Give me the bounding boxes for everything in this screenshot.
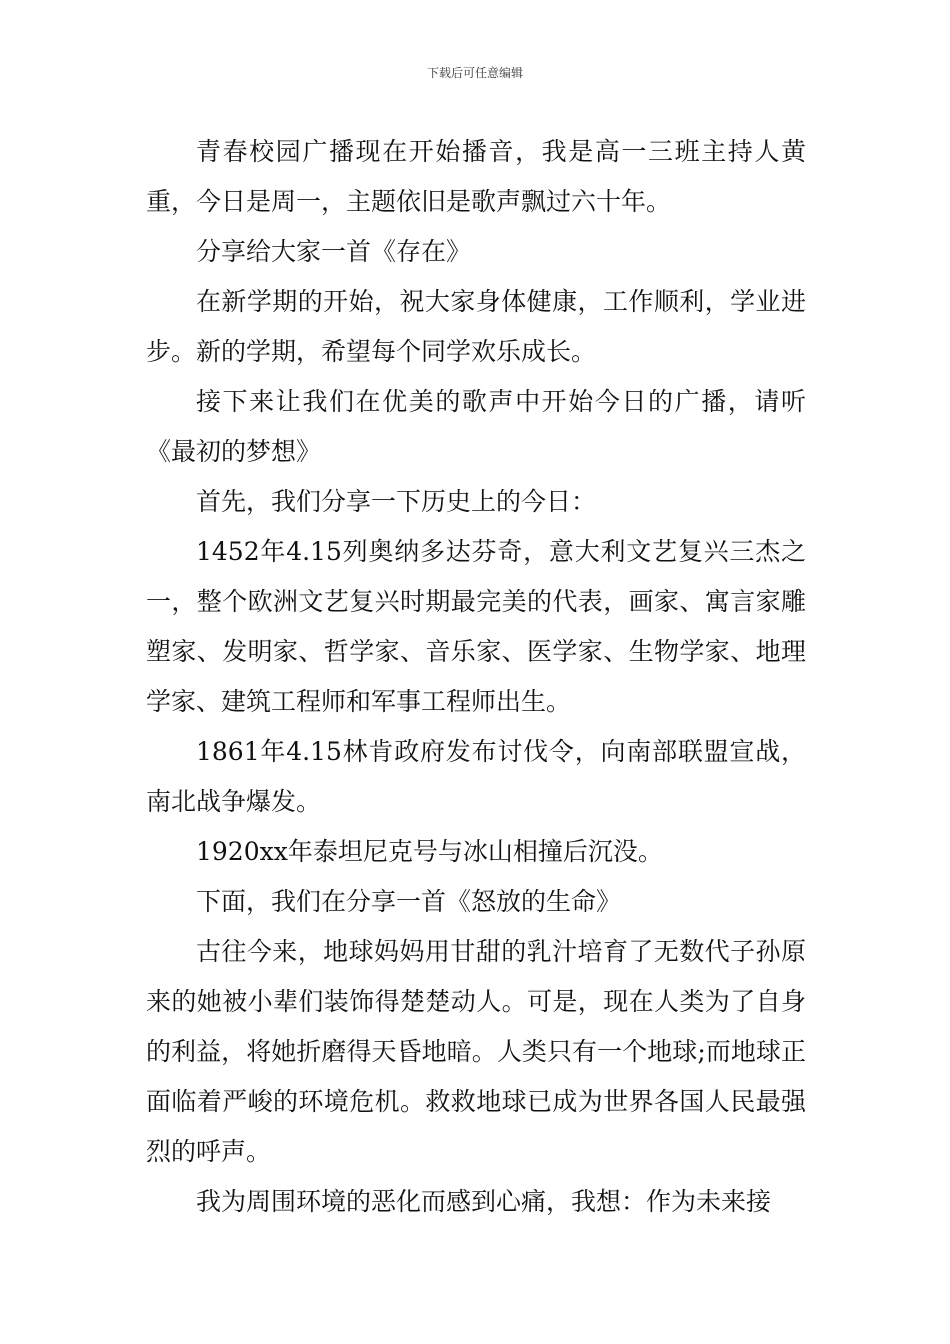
paragraph-history-1861: 1861年4.15林肯政府发布讨伐令，向南部联盟宣战，南北战争爆发。 xyxy=(146,737,806,816)
page-header: 下载后可任意编辑 xyxy=(426,66,523,80)
paragraph-history-intro: 首先，我们分享一下历史上的今日： xyxy=(196,487,597,516)
paragraph-history-titanic: 1920xx年泰坦尼克号与冰山相撞后沉没。 xyxy=(196,837,663,866)
paragraph-new-semester: 在新学期的开始，祝大家身体健康，工作顺利，学业进步。新的学期，希望每个同学欢乐成长。 xyxy=(146,287,806,366)
paragraph-environment: 我为周围环境的恶化而感到心痛，我想：作为未来接 xyxy=(196,1187,772,1216)
document-body xyxy=(146,127,806,1227)
paragraph-history-1452: 1452年4.15列奥纳多达芬奇，意大利文艺复兴三杰之一，整个欧洲文艺复兴时期最完美的代表，画家、寓言家雕塑家、发明家、哲学家、音乐家、医学家、生物学家、地理学家、建筑工程师和军事工程师出生。 xyxy=(146,537,806,716)
paragraph-intro: 青春校园广播现在开始播音，我是高一三班主持人黄重，今日是周一，主题依旧是歌声飘过六十年。 xyxy=(146,137,806,216)
paragraph-earth: 古往今来，地球妈妈用甘甜的乳汁培育了无数代子孙原来的她被小辈们装饰得楚楚动人。可是，现在人类为了自身的利益，将她折磨得天昏地暗。人类只有一个地球;而地球正面临着严峻的环境危机。救救地球已成为世界各国人民最强烈的呼声。 xyxy=(146,937,806,1166)
paragraph-song-life: 下面，我们在分享一首《怒放的生命》 xyxy=(196,887,622,916)
paragraph-song-dream: 接下来让我们在优美的歌声中开始今日的广播，请听《最初的梦想》 xyxy=(146,387,806,466)
paragraph-song-cunzai: 分享给大家一首《存在》 xyxy=(196,237,472,266)
